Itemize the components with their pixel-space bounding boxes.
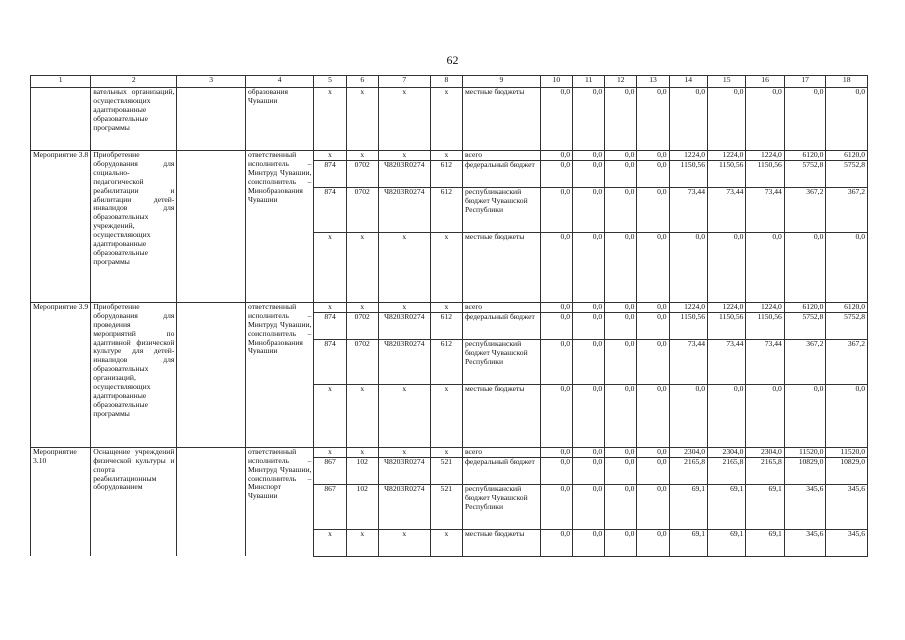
amount-cell: 0,0 (605, 160, 637, 187)
code-cell: x (346, 384, 378, 447)
amount-cell: 0,0 (540, 384, 572, 447)
amount-cell: 0,0 (637, 160, 669, 187)
code-cell: x (378, 151, 430, 161)
amount-cell: 11520,0 (784, 447, 826, 457)
code-cell: x (346, 302, 378, 312)
empty-cell (31, 88, 91, 151)
amount-cell: 2165,8 (746, 457, 784, 484)
code-cell: 612 (430, 312, 462, 339)
code-cell: 521 (430, 457, 462, 484)
amount-cell: 69,1 (746, 484, 784, 529)
column-number-cell: 18 (826, 76, 868, 88)
column-number-cell: 11 (573, 76, 605, 88)
code-cell: 612 (430, 187, 462, 232)
code-cell: Ч8203R0274 (378, 187, 430, 232)
code-cell: 0702 (346, 160, 378, 187)
code-cell: 612 (430, 160, 462, 187)
amount-cell: 0,0 (746, 88, 784, 151)
amount-cell: 1150,56 (708, 312, 746, 339)
amount-cell: 1224,0 (669, 151, 707, 161)
amount-cell: 1150,56 (669, 160, 707, 187)
amount-cell: 0,0 (637, 529, 669, 556)
source-cell: местные бюджеты (462, 88, 540, 151)
amount-cell: 0,0 (784, 88, 826, 151)
amount-cell: 73,44 (708, 187, 746, 232)
code-cell: 867 (314, 457, 346, 484)
empty-cell (177, 447, 246, 556)
amount-cell: 0,0 (637, 88, 669, 151)
code-cell: x (314, 88, 346, 151)
page-number: 62 (446, 53, 459, 67)
amount-cell: 0,0 (637, 232, 669, 302)
column-number-cell: 12 (605, 76, 637, 88)
amount-cell: 6120,0 (784, 151, 826, 161)
amount-cell: 0,0 (637, 384, 669, 447)
amount-cell: 0,0 (637, 187, 669, 232)
code-cell: x (346, 151, 378, 161)
code-cell: 0702 (346, 187, 378, 232)
code-cell: x (314, 232, 346, 302)
code-cell: x (346, 88, 378, 151)
amount-cell: 0,0 (573, 457, 605, 484)
code-cell: x (378, 88, 430, 151)
empty-cell (177, 302, 246, 447)
amount-cell: 367,2 (826, 339, 868, 384)
amount-cell: 0,0 (605, 187, 637, 232)
amount-cell: 0,0 (573, 484, 605, 529)
column-number-row (31, 76, 868, 88)
amount-cell: 0,0 (669, 384, 707, 447)
table-row (31, 151, 868, 161)
code-cell: x (378, 529, 430, 556)
code-cell: x (378, 384, 430, 447)
amount-cell: 0,0 (573, 339, 605, 384)
column-number-cell: 10 (540, 76, 572, 88)
code-cell: x (430, 232, 462, 302)
amount-cell: 0,0 (573, 232, 605, 302)
code-cell: x (378, 302, 430, 312)
amount-cell: 1224,0 (669, 302, 707, 312)
amount-cell: 10829,0 (826, 457, 868, 484)
amount-cell: 1150,56 (746, 312, 784, 339)
code-cell: x (430, 384, 462, 447)
column-number-cell: 5 (314, 76, 346, 88)
amount-cell: 73,44 (746, 339, 784, 384)
amount-cell: 0,0 (826, 88, 868, 151)
source-cell: всего (462, 151, 540, 161)
amount-cell: 1150,56 (746, 160, 784, 187)
source-cell: местные бюджеты (462, 232, 540, 302)
amount-cell: 0,0 (637, 312, 669, 339)
amount-cell: 367,2 (784, 187, 826, 232)
amount-cell: 73,44 (669, 339, 707, 384)
empty-cell (177, 151, 246, 303)
amount-cell: 0,0 (605, 457, 637, 484)
code-cell: Ч8203R0274 (378, 457, 430, 484)
amount-cell: 69,1 (669, 529, 707, 556)
amount-cell: 345,6 (784, 529, 826, 556)
amount-cell: 0,0 (540, 312, 572, 339)
source-cell: всего (462, 302, 540, 312)
code-cell: 874 (314, 312, 346, 339)
source-cell: местные бюджеты (462, 529, 540, 556)
amount-cell: 5752,8 (826, 160, 868, 187)
code-cell: 102 (346, 484, 378, 529)
code-cell: x (346, 447, 378, 457)
code-cell: x (346, 529, 378, 556)
amount-cell: 1224,0 (746, 302, 784, 312)
table-row (31, 302, 868, 312)
amount-cell: 0,0 (573, 529, 605, 556)
code-cell: x (430, 88, 462, 151)
code-cell: x (378, 447, 430, 457)
amount-cell: 0,0 (540, 187, 572, 232)
column-number-cell: 15 (708, 76, 746, 88)
amount-cell: 0,0 (573, 312, 605, 339)
amount-cell: 0,0 (605, 484, 637, 529)
amount-cell: 0,0 (540, 447, 572, 457)
amount-cell: 367,2 (826, 187, 868, 232)
code-cell: x (346, 232, 378, 302)
executor-cell: ответственный исполнитель – Минтруд Чувашии, соисполнитель – Минобразования Чувашии (245, 302, 314, 447)
executor-cell: образования Чувашии (245, 88, 314, 151)
amount-cell: 1224,0 (708, 302, 746, 312)
amount-cell: 0,0 (605, 529, 637, 556)
amount-cell: 69,1 (669, 484, 707, 529)
code-cell: 0702 (346, 312, 378, 339)
amount-cell: 1150,56 (708, 160, 746, 187)
amount-cell: 0,0 (637, 447, 669, 457)
empty-cell (177, 88, 246, 151)
amount-cell: 73,44 (708, 339, 746, 384)
code-cell: x (378, 232, 430, 302)
amount-cell: 0,0 (540, 232, 572, 302)
code-cell: x (314, 302, 346, 312)
column-number-cell: 13 (637, 76, 669, 88)
amount-cell: 367,2 (784, 339, 826, 384)
event-name-cell: вательных организаций, осуществляющих адаптированные образовательные программы (91, 88, 177, 151)
amount-cell: 5752,8 (784, 312, 826, 339)
amount-cell: 0,0 (573, 447, 605, 457)
amount-cell: 0,0 (637, 457, 669, 484)
budget-table (30, 75, 868, 557)
table-row (31, 447, 868, 457)
amount-cell: 0,0 (708, 88, 746, 151)
amount-cell: 0,0 (540, 302, 572, 312)
code-cell: 874 (314, 339, 346, 384)
amount-cell: 0,0 (605, 88, 637, 151)
amount-cell: 69,1 (708, 484, 746, 529)
amount-cell: 69,1 (708, 529, 746, 556)
source-cell: республиканский бюджет Чувашской Республики (462, 187, 540, 232)
code-cell: x (430, 447, 462, 457)
amount-cell: 0,0 (540, 88, 572, 151)
amount-cell: 73,44 (669, 187, 707, 232)
column-number-cell: 9 (462, 76, 540, 88)
amount-cell: 0,0 (573, 160, 605, 187)
amount-cell: 0,0 (540, 151, 572, 161)
column-number-cell: 7 (378, 76, 430, 88)
code-cell: 521 (430, 484, 462, 529)
amount-cell: 6120,0 (826, 151, 868, 161)
amount-cell: 0,0 (540, 457, 572, 484)
source-cell: всего (462, 447, 540, 457)
amount-cell: 0,0 (826, 384, 868, 447)
column-number-cell: 6 (346, 76, 378, 88)
amount-cell: 69,1 (746, 529, 784, 556)
event-name-cell: Приобретение оборудования для социально-педагогической реабилитации и абилитации детей-инвалидов для образовательных учреждений, осуществляющих адаптированные образовательные программы (91, 151, 177, 303)
column-number-cell: 14 (669, 76, 707, 88)
amount-cell: 2304,0 (708, 447, 746, 457)
event-name-cell: Приобретение оборудования для проведения мероприятий по адаптивной физической культуре для детей-инвалидов для образовательных организаций, осуществляющих адаптированные образовательные программы (91, 302, 177, 447)
amount-cell: 0,0 (605, 339, 637, 384)
amount-cell: 0,0 (746, 232, 784, 302)
amount-cell: 73,44 (746, 187, 784, 232)
amount-cell: 11520,0 (826, 447, 868, 457)
amount-cell: 6120,0 (826, 302, 868, 312)
code-cell: Ч8203R0274 (378, 484, 430, 529)
code-cell: 874 (314, 187, 346, 232)
executor-cell: ответственный исполнитель – Минтруд Чувашии, соисполнитель – Минобразования Чувашии (245, 151, 314, 303)
amount-cell: 0,0 (708, 232, 746, 302)
amount-cell: 0,0 (540, 484, 572, 529)
amount-cell: 0,0 (573, 302, 605, 312)
code-cell: x (314, 384, 346, 447)
code-cell: Ч8203R0274 (378, 312, 430, 339)
amount-cell: 0,0 (669, 88, 707, 151)
amount-cell: 0,0 (708, 384, 746, 447)
amount-cell: 2304,0 (669, 447, 707, 457)
amount-cell: 0,0 (784, 384, 826, 447)
event-number-cell: Мероприятие 3.8 (31, 151, 91, 303)
event-number-cell: Мероприятие 3.9 (31, 302, 91, 447)
code-cell: x (430, 529, 462, 556)
amount-cell: 0,0 (669, 232, 707, 302)
amount-cell: 345,6 (826, 529, 868, 556)
amount-cell: 0,0 (573, 384, 605, 447)
code-cell: 612 (430, 339, 462, 384)
amount-cell: 2165,8 (708, 457, 746, 484)
amount-cell: 0,0 (573, 151, 605, 161)
amount-cell: 5752,8 (784, 160, 826, 187)
code-cell: 102 (346, 457, 378, 484)
amount-cell: 0,0 (540, 529, 572, 556)
event-number-cell: Мероприятие 3.10 (31, 447, 91, 556)
code-cell: x (314, 529, 346, 556)
amount-cell: 0,0 (605, 302, 637, 312)
amount-cell: 0,0 (605, 384, 637, 447)
amount-cell: 0,0 (637, 339, 669, 384)
column-number-cell: 16 (746, 76, 784, 88)
code-cell: x (430, 302, 462, 312)
code-cell: 867 (314, 484, 346, 529)
amount-cell: 0,0 (826, 232, 868, 302)
code-cell: Ч8203R0274 (378, 160, 430, 187)
amount-cell: 0,0 (605, 312, 637, 339)
code-cell: x (430, 151, 462, 161)
code-cell: x (314, 447, 346, 457)
source-cell: местные бюджеты (462, 384, 540, 447)
amount-cell: 2304,0 (746, 447, 784, 457)
continuation-row (31, 88, 868, 151)
amount-cell: 5752,8 (826, 312, 868, 339)
code-cell: 874 (314, 160, 346, 187)
amount-cell: 10829,0 (784, 457, 826, 484)
column-number-cell: 4 (245, 76, 314, 88)
amount-cell: 0,0 (540, 160, 572, 187)
amount-cell: 6120,0 (784, 302, 826, 312)
amount-cell: 345,6 (826, 484, 868, 529)
amount-cell: 1224,0 (746, 151, 784, 161)
amount-cell: 0,0 (605, 447, 637, 457)
code-cell: Ч8203R0274 (378, 339, 430, 384)
amount-cell: 2165,8 (669, 457, 707, 484)
amount-cell: 0,0 (573, 88, 605, 151)
amount-cell: 0,0 (637, 484, 669, 529)
source-cell: республиканский бюджет Чувашской Республики (462, 484, 540, 529)
amount-cell: 0,0 (605, 151, 637, 161)
source-cell: республиканский бюджет Чувашской Республики (462, 339, 540, 384)
amount-cell: 1224,0 (708, 151, 746, 161)
amount-cell: 0,0 (637, 151, 669, 161)
amount-cell: 0,0 (605, 232, 637, 302)
amount-cell: 0,0 (637, 302, 669, 312)
code-cell: 0702 (346, 339, 378, 384)
column-number-cell: 3 (177, 76, 246, 88)
amount-cell: 345,6 (784, 484, 826, 529)
column-number-cell: 1 (31, 76, 91, 88)
amount-cell: 0,0 (784, 232, 826, 302)
source-cell: федеральный бюджет (462, 312, 540, 339)
source-cell: федеральный бюджет (462, 457, 540, 484)
column-number-cell: 17 (784, 76, 826, 88)
code-cell: x (314, 151, 346, 161)
amount-cell: 1150,56 (669, 312, 707, 339)
event-name-cell: Оснащение учреждений физической культуры и спорта реабилитационным оборудованием (91, 447, 177, 556)
amount-cell: 0,0 (746, 384, 784, 447)
amount-cell: 0,0 (573, 187, 605, 232)
column-number-cell: 8 (430, 76, 462, 88)
source-cell: федеральный бюджет (462, 160, 540, 187)
executor-cell: ответственный исполнитель – Минтруд Чувашии, соисполнитель – Минспорт Чувашии (245, 447, 314, 556)
column-number-cell: 2 (91, 76, 177, 88)
amount-cell: 0,0 (540, 339, 572, 384)
